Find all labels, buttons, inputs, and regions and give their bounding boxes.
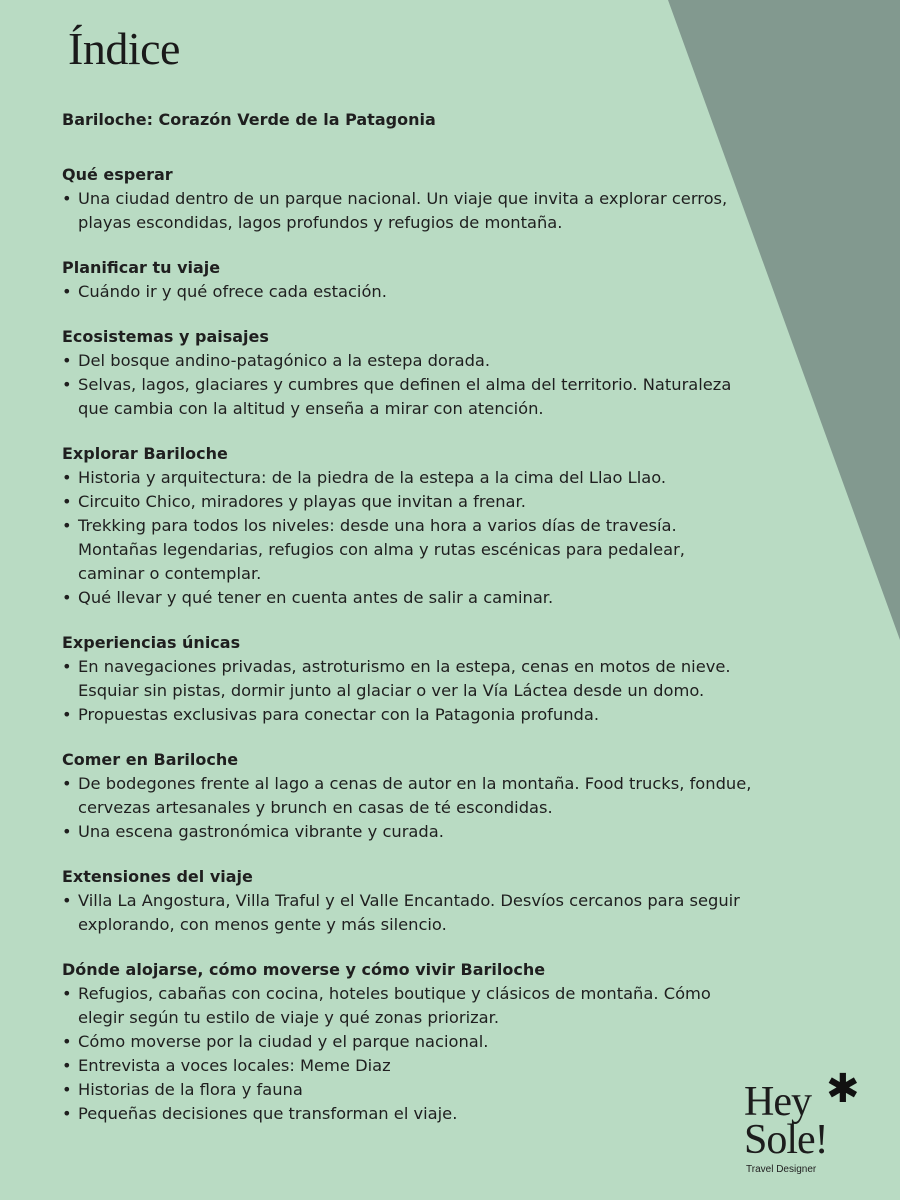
list-item: • Pequeñas decisiones que transforman el viaje. <box>62 1102 752 1126</box>
asterisk-icon: ✱ <box>826 1066 860 1112</box>
section-items <box>62 280 752 304</box>
list-item: • Cómo moverse por la ciudad y el parque nacional. <box>62 1030 752 1054</box>
list-item: • Propuestas exclusivas para conectar con la Patagonia profunda. <box>62 703 752 727</box>
list-item: • Historias de la flora y fauna <box>62 1078 752 1102</box>
table-of-contents <box>62 108 752 1147</box>
list-item: • Del bosque andino-patagónico a la estepa dorada. <box>62 349 752 373</box>
list-item: • Entrevista a voces locales: Meme Diaz <box>62 1054 752 1078</box>
list-item: • Una ciudad dentro de un parque nacional. Un viaje que invita a explorar cerros, playas escondidas, lagos profundos y refugios de montaña. <box>62 187 752 235</box>
list-item: • En navegaciones privadas, astroturismo en la estepa, cenas en motos de nieve. Esquiar sin pistas, dormir junto al glaciar o ver la Vía Láctea desde un domo. <box>62 655 752 703</box>
section-heading: Dónde alojarse, cómo moverse y cómo vivir Bariloche <box>62 960 546 979</box>
section-heading: Comer en Bariloche <box>62 750 239 769</box>
list-item: • Selvas, lagos, glaciares y cumbres que definen el alma del territorio. Naturaleza que cambia con la altitud y enseña a mirar con atención. <box>62 373 752 421</box>
section-heading: Qué esperar <box>62 165 173 184</box>
list-item: • Historia y arquitectura: de la piedra de la estepa a la cima del Llao Llao. <box>62 466 752 490</box>
list-item: • Trekking para todos los niveles: desde una hora a varios días de travesía. Montañas legendarias, refugios con alma y rutas escénicas para pedalear, caminar o contemplar. <box>62 514 752 586</box>
section-heading: Experiencias únicas <box>62 633 241 652</box>
section-heading: Extensiones del viaje <box>62 867 253 886</box>
list-item: • Una escena gastronómica vibrante y curada. <box>62 820 752 844</box>
brand-logo <box>742 1066 860 1184</box>
toc-section <box>62 256 752 304</box>
section-heading: Explorar Bariloche <box>62 444 228 463</box>
sections-list <box>62 163 752 1126</box>
list-item: • De bodegones frente al lago a cenas de autor en la montaña. Food trucks, fondue, cervezas artesanales y brunch en casas de té escondidas. <box>62 772 752 820</box>
toc-section <box>62 958 752 1126</box>
section-items <box>62 466 752 610</box>
toc-section <box>62 865 752 937</box>
logo-tagline: Travel Designer <box>746 1164 817 1175</box>
toc-section <box>62 631 752 727</box>
section-items <box>62 655 752 727</box>
section-items <box>62 349 752 421</box>
toc-section <box>62 748 752 844</box>
section-heading: Ecosistemas y paisajes <box>62 327 269 346</box>
list-item: • Cuándo ir y qué ofrece cada estación. <box>62 280 752 304</box>
section-items <box>62 187 752 235</box>
list-item: • Refugios, cabañas con cocina, hoteles boutique y clásicos de montaña. Cómo elegir según tu estilo de viaje y qué zonas priorizar. <box>62 982 752 1030</box>
list-item: • Circuito Chico, miradores y playas que invitan a frenar. <box>62 490 752 514</box>
section-items <box>62 772 752 844</box>
section-items <box>62 982 752 1126</box>
section-heading: Planificar tu viaje <box>62 258 221 277</box>
toc-section <box>62 325 752 421</box>
list-item: • Villa La Angostura, Villa Traful y el Valle Encantado. Desvíos cercanos para seguir explorando, con menos gente y más silencio. <box>62 889 752 937</box>
toc-section <box>62 442 752 610</box>
list-item: • Qué llevar y qué tener en cuenta antes de salir a caminar. <box>62 586 752 610</box>
page-title: Índice <box>68 23 180 74</box>
document-subtitle: Bariloche: Corazón Verde de la Patagonia <box>62 110 436 129</box>
logo-text-line2: Sole! <box>744 1117 828 1163</box>
section-items <box>62 889 752 937</box>
toc-section <box>62 163 752 235</box>
logo-text-line1: Hey <box>744 1079 811 1125</box>
